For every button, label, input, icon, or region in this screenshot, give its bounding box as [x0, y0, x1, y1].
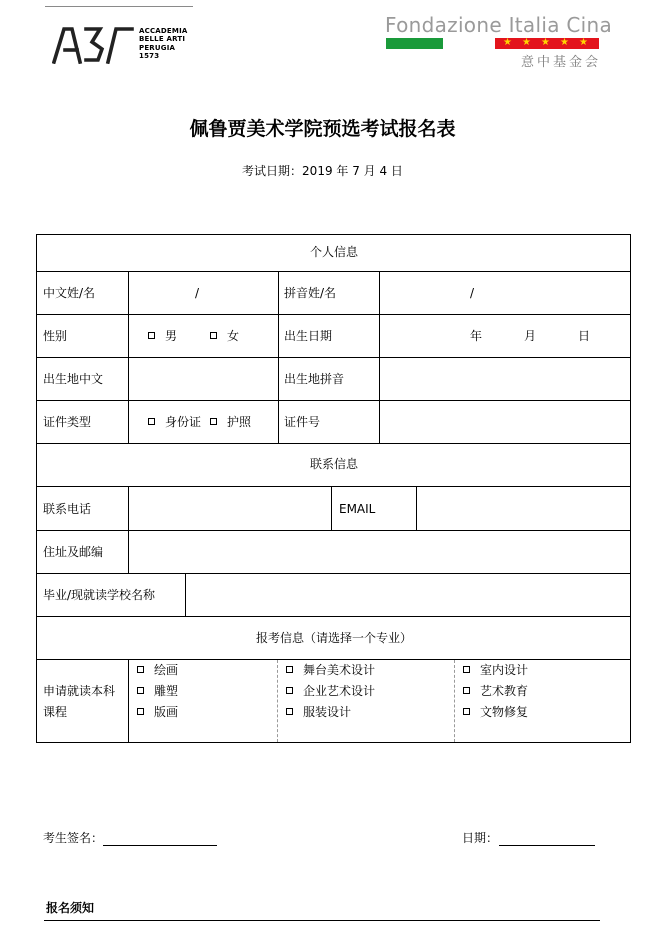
school-label: 毕业/现就读学校名称 — [43, 588, 156, 602]
star-icon: ★ — [522, 37, 531, 48]
course-label: 艺术教育 — [480, 684, 529, 698]
foundation-cn-name: 意中基金会 — [521, 55, 602, 70]
star-icon: ★ — [503, 37, 512, 48]
course-label: 文物修复 — [480, 705, 529, 719]
table-border — [36, 234, 37, 743]
pinyin-slash: / — [470, 286, 475, 300]
personal-section-title: 个人信息 — [309, 245, 358, 259]
school-field[interactable] — [186, 574, 630, 616]
address-label: 住址及邮编 — [43, 545, 104, 559]
course-checkbox[interactable] — [463, 708, 470, 715]
male-label: 男 — [165, 329, 178, 343]
cn-name-field[interactable] — [129, 276, 278, 313]
aba-line-2: BELLE ARTI — [139, 35, 186, 44]
exam-date: 考试日期：2019 年 7 月 4 日 — [242, 164, 403, 178]
course-checkbox[interactable] — [463, 687, 470, 694]
phone-label: 联系电话 — [43, 502, 92, 516]
china-flag-bar — [495, 38, 599, 49]
course-checkbox[interactable] — [137, 687, 144, 694]
italy-flag-bar — [386, 38, 443, 49]
birthplace-pinyin-field[interactable] — [380, 358, 630, 400]
signature-label: 考生签名： — [43, 831, 104, 845]
course-option-sculpture[interactable] — [137, 684, 178, 698]
row-rule — [36, 659, 631, 660]
col-divider — [454, 660, 455, 742]
pinyin-name-label: 拼音姓/名 — [284, 286, 337, 300]
female-option[interactable] — [210, 329, 239, 343]
female-checkbox[interactable] — [210, 332, 217, 339]
application-section-title: 报考信息（请选择一个专业） — [255, 631, 412, 645]
course-label: 舞台美术设计 — [303, 663, 376, 677]
phone-field[interactable] — [129, 487, 331, 530]
course-option-restoration[interactable] — [463, 705, 528, 719]
notes-title: 报名须知 — [46, 901, 95, 915]
course-label-line1: 申请就读本科 — [43, 684, 116, 698]
aba-line-4: 1573 — [139, 52, 160, 61]
aba-logo-icon — [52, 26, 136, 64]
id-card-label: 身份证 — [165, 415, 202, 429]
course-label: 室内设计 — [480, 663, 529, 677]
birthplace-pinyin-label: 出生地拼音 — [284, 372, 345, 386]
birthplace-cn-field[interactable] — [129, 358, 278, 400]
star-icon: ★ — [541, 37, 550, 48]
course-option-corporate-art[interactable] — [286, 684, 375, 698]
col-rule — [128, 659, 129, 742]
month-label: 月 — [524, 329, 537, 343]
course-label: 版画 — [154, 705, 179, 719]
table-border — [630, 234, 631, 743]
course-checkbox[interactable] — [463, 666, 470, 673]
address-field[interactable] — [129, 531, 630, 573]
cn-name-label: 中文姓/名 — [43, 286, 96, 300]
course-label: 服装设计 — [303, 705, 352, 719]
course-option-stage-design[interactable] — [286, 663, 375, 677]
date-line[interactable] — [499, 845, 595, 846]
passport-option[interactable] — [210, 415, 251, 429]
id-card-checkbox[interactable] — [148, 418, 155, 425]
name-slash: / — [195, 286, 200, 300]
row-rule — [36, 234, 631, 235]
male-checkbox[interactable] — [148, 332, 155, 339]
signature-line[interactable] — [103, 845, 217, 846]
star-icon: ★ — [579, 37, 588, 48]
course-option-interior-design[interactable] — [463, 663, 528, 677]
row-rule — [36, 742, 631, 743]
row-rule — [36, 616, 631, 617]
course-option-fashion-design[interactable] — [286, 705, 351, 719]
passport-label: 护照 — [227, 415, 252, 429]
year-label: 年 — [470, 329, 483, 343]
id-card-option[interactable] — [148, 415, 201, 429]
row-rule — [36, 314, 631, 315]
birth-date-label: 出生日期 — [284, 329, 333, 343]
course-label: 绘画 — [154, 663, 179, 677]
course-label: 企业艺术设计 — [303, 684, 376, 698]
star-icon: ★ — [560, 37, 569, 48]
course-checkbox[interactable] — [286, 687, 293, 694]
aba-line-3: PERUGIA — [139, 43, 176, 52]
course-label: 雕塑 — [154, 684, 179, 698]
row-rule — [36, 271, 631, 272]
course-checkbox[interactable] — [137, 708, 144, 715]
id-type-label: 证件类型 — [43, 415, 92, 429]
col-rule — [278, 271, 279, 443]
male-option[interactable] — [148, 329, 177, 343]
course-checkbox[interactable] — [286, 708, 293, 715]
page-title: 佩鲁贾美术学院预选考试报名表 — [189, 118, 456, 140]
id-number-field[interactable] — [380, 401, 630, 443]
pinyin-name-field[interactable] — [380, 276, 630, 313]
course-checkbox[interactable] — [137, 666, 144, 673]
foundation-name: Fondazione Italia Cina — [385, 13, 613, 37]
id-number-label: 证件号 — [284, 415, 321, 429]
aba-line-1: ACCADEMIA — [139, 27, 188, 35]
female-label: 女 — [227, 329, 240, 343]
course-label-line2: 课程 — [43, 705, 68, 719]
notes-rule — [44, 920, 600, 921]
email-field[interactable] — [417, 487, 630, 530]
passport-checkbox[interactable] — [210, 418, 217, 425]
email-label: EMAIL — [339, 502, 376, 516]
row-rule — [36, 443, 631, 444]
date-label: 日期： — [462, 831, 499, 845]
header-rule — [45, 6, 193, 7]
course-option-painting[interactable] — [137, 663, 178, 677]
gender-label: 性别 — [43, 329, 68, 343]
course-option-printmaking[interactable] — [137, 705, 178, 719]
course-option-art-education[interactable] — [463, 684, 528, 698]
birthplace-cn-label: 出生地中文 — [43, 372, 104, 386]
aba-wordmark — [139, 27, 188, 61]
course-checkbox[interactable] — [286, 666, 293, 673]
contact-section-title: 联系信息 — [309, 457, 358, 471]
day-label: 日 — [578, 329, 591, 343]
col-divider — [277, 660, 278, 742]
col-rule — [331, 486, 332, 530]
